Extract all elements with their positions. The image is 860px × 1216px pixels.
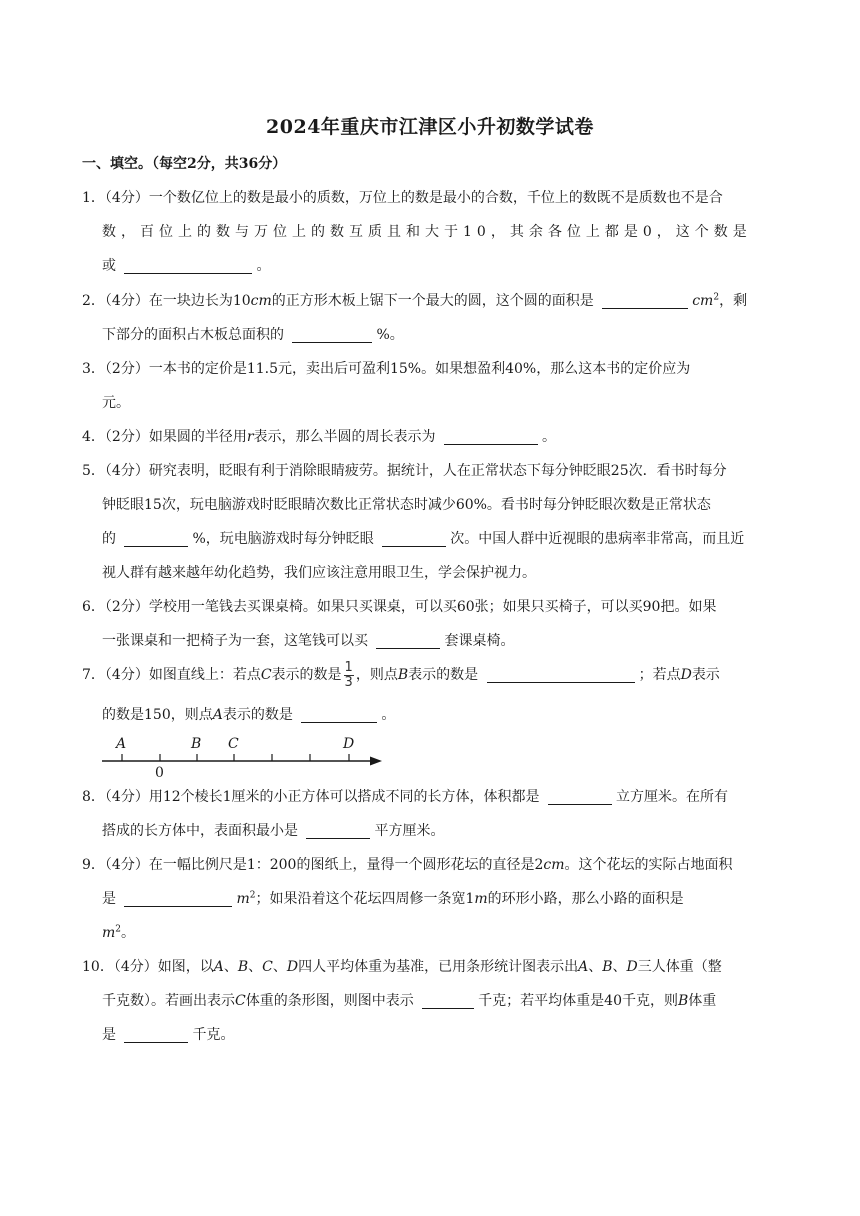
question-2 — [82, 284, 779, 352]
answer-blank[interactable] — [124, 888, 232, 907]
answer-blank[interactable] — [124, 528, 188, 547]
question-6 — [82, 590, 779, 658]
question-7-line-1: 7．（4分）如图直线上：若点C表示的数是 $\frac{1}{3}$ ，则点B表示的数是 ；若点D表示 — [82, 659, 720, 690]
question-3-line-1: 3．（2分）一本书的定价是11.5元，卖出后可盈利15%。如果想盈利40%，那么这本书的定价应为 — [82, 361, 691, 377]
question-1-line-1: 1．（4分）一个数亿位上的数是最小的质数，万位上的数是最小的合数，千位上的数既不是质数也不是合 — [82, 190, 723, 206]
question-6-line-1: 6．（2分）学校用一笔钱去买课桌椅。如果只买课桌，可以买60张；如果只买椅子，可以买90把。如果 — [82, 599, 717, 615]
answer-blank[interactable] — [292, 324, 372, 343]
point-b-label: B — [191, 736, 202, 752]
point-a-label: A — [116, 736, 127, 752]
answer-blank[interactable] — [376, 630, 440, 649]
question-4-line-1: 4．（2分）如果圆的半径用r表示，那么半圆的周长表示为 。 — [82, 420, 779, 454]
question-1-line-2: 数，百位上的数与万位上的数互质且和大于10，其余各位上都是0，这个数是 — [102, 224, 752, 240]
question-5-line-2: 钟眨眼15次，玩电脑游戏时眨眼睛次数比正常状态时减少60%。看书时每分钟眨眼次数是正常状态 — [102, 497, 711, 513]
answer-blank[interactable] — [444, 426, 538, 445]
question-9-line-1: 9．（4分）在一幅比例尺是1：200的图纸上，量得一个圆形花坛的直径是2cm。这个花坛的实际占地面积 — [82, 857, 733, 873]
question-2-line-2: 下部分的面积占木板总面积的 %。 — [82, 318, 779, 352]
section-heading: 一、填空。（每空2分，共36分） — [82, 156, 287, 172]
question-10-line-3: 是 千克。 — [82, 1018, 779, 1052]
answer-blank[interactable] — [301, 704, 377, 723]
question-3-line-2: 元。 — [102, 395, 130, 411]
answer-blank[interactable] — [306, 820, 370, 839]
question-10-line-1: 10．（4分）如图，以A、B、C、D四人平均体重为基准，已用条形统计图表示出A、B、D三人体重（整 — [82, 959, 722, 975]
question-8-line-1: 8．（4分）用12个棱长1厘米的小正方体可以搭成不同的长方体，体积都是 立方厘米。在所有 — [82, 780, 779, 814]
answer-blank[interactable] — [487, 664, 635, 683]
question-7 — [82, 658, 779, 732]
number-line-arrow-icon — [370, 757, 382, 766]
question-5 — [82, 454, 779, 590]
question-3 — [82, 352, 779, 420]
answer-blank[interactable] — [124, 255, 252, 274]
answer-blank[interactable] — [602, 290, 688, 309]
answer-blank[interactable] — [548, 786, 612, 805]
question-7-line-2: 的数是150，则点A表示的数是 。 — [82, 698, 779, 732]
point-c-label: C — [228, 736, 239, 752]
answer-blank[interactable] — [422, 990, 474, 1009]
question-2-line-1: 2．（4分）在一块边长为10cm的正方形木板上锯下一个最大的圆，这个圆的面积是 $cm^2$，剩 — [82, 284, 779, 318]
question-5-line-3: 的 %，玩电脑游戏时每分钟眨眼 次。中国人群中近视眼的患病率非常高，而且近 — [82, 522, 779, 556]
origin-label: 0 — [155, 765, 164, 780]
question-6-line-2: 一张课桌和一把椅子为一套，这笔钱可以买 套课桌椅。 — [82, 624, 779, 658]
fraction-one-third: $\frac{1}{3}$ — [344, 659, 353, 690]
question-9-line-3: $m^2$。 — [102, 924, 136, 941]
question-9-line-2: 是 $m^2$；如果沿着这个花坛四周修一条宽1m的环形小路，那么小路的面积是 — [82, 882, 779, 916]
question-4 — [82, 420, 779, 454]
answer-blank[interactable] — [124, 1024, 188, 1043]
question-8-line-2: 搭成的长方体中，表面积最小是 平方厘米。 — [82, 814, 779, 848]
question-10-line-2: 千克数）。若画出表示C体重的条形图，则图中表示 千克；若平均体重是40千克，则B体重 — [82, 984, 779, 1018]
question-8 — [82, 780, 779, 848]
number-line-figure — [100, 732, 390, 780]
question-1 — [82, 181, 779, 283]
question-1-line-3: 或 。 — [82, 249, 779, 283]
point-d-label: D — [343, 736, 355, 752]
question-10 — [82, 950, 779, 1052]
answer-blank[interactable] — [382, 528, 446, 547]
document-title: 2024年重庆市江津区小升初数学试卷 — [266, 116, 594, 138]
question-5-line-1: 5．（4分）研究表明，眨眼有利于消除眼睛疲劳。据统计，人在正常状态下每分钟眨眼25次．看书时每分 — [82, 463, 727, 479]
question-5-line-4: 视人群有越来越年幼化趋势，我们应该注意用眼卫生，学会保护视力。 — [102, 565, 536, 581]
question-9 — [82, 848, 779, 950]
